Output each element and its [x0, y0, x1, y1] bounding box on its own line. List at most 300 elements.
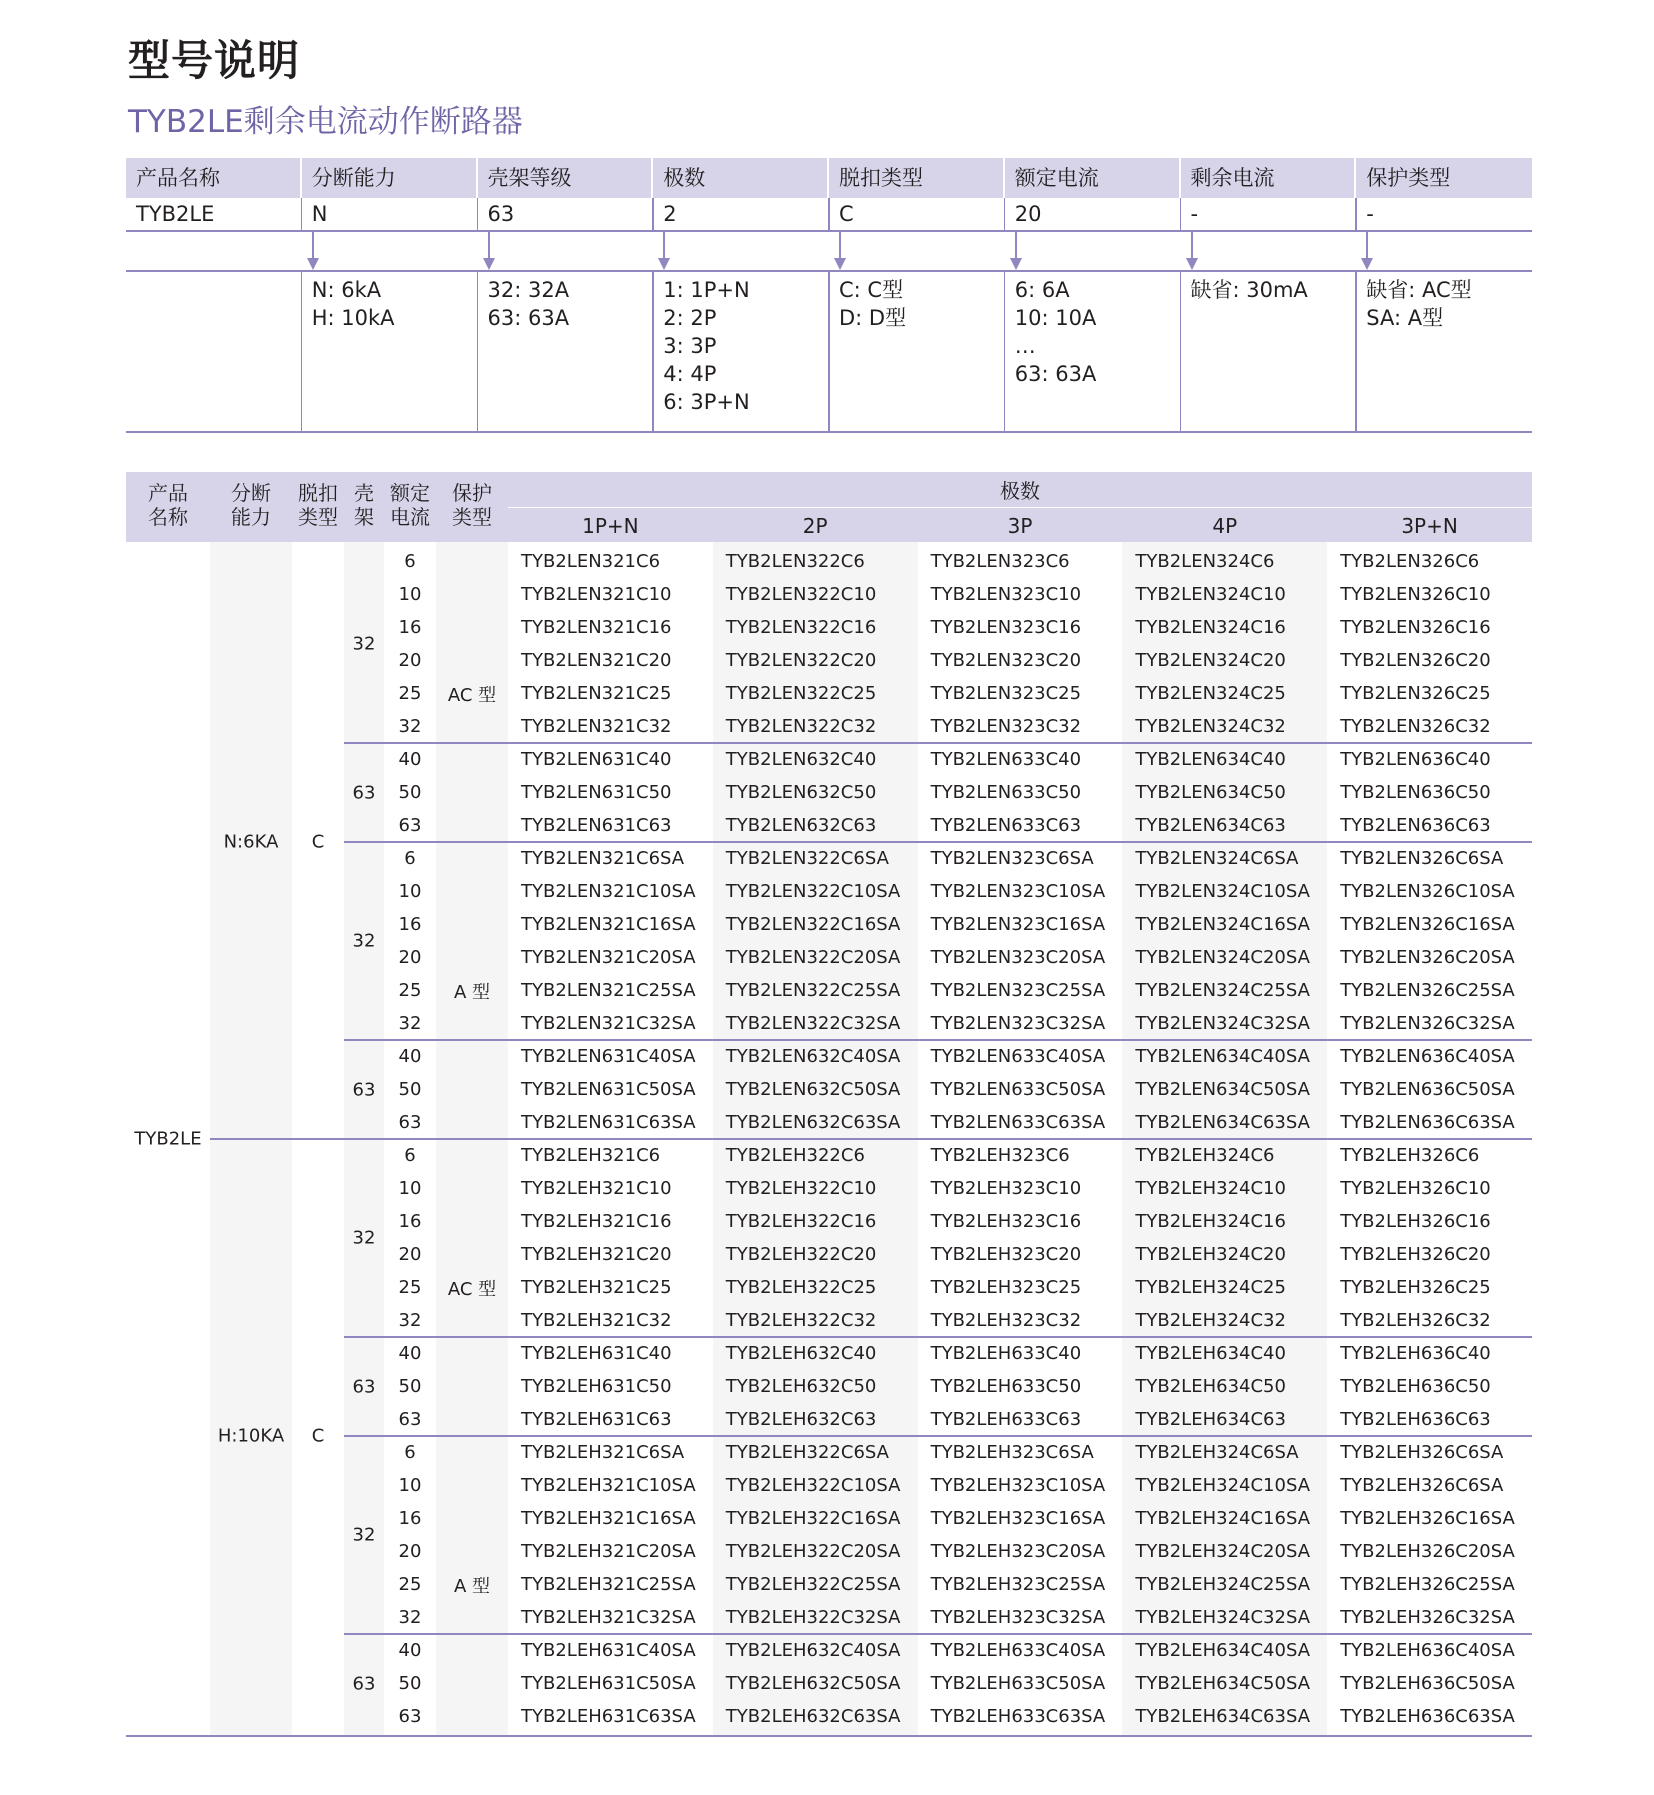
option-item: H: 10kA — [311, 306, 395, 330]
model-number: TYB2LEN636C40 — [1340, 749, 1491, 770]
model-number: TYB2LEH323C25SA — [930, 1574, 1106, 1595]
model-number: TYB2LEH632C50 — [725, 1376, 877, 1397]
model-number: TYB2LEH636C40SA — [1340, 1640, 1515, 1661]
model-number: TYB2LEH632C40SA — [725, 1640, 901, 1661]
model-number: TYB2LEH322C20SA — [725, 1541, 901, 1562]
model-number: TYB2LEN321C25SA — [521, 980, 696, 1001]
option-item: C: C型 — [839, 278, 904, 302]
model-number: TYB2LEN326C25 — [1340, 683, 1491, 704]
model-number: TYB2LEN321C6 — [521, 551, 661, 572]
code-column-value: 20 — [1014, 202, 1042, 226]
model-number: TYB2LEH321C25SA — [521, 1574, 696, 1595]
product-name: TYB2LE — [134, 1128, 202, 1150]
frame-size: 32 — [352, 633, 376, 655]
option-list — [1181, 276, 1357, 304]
model-number: TYB2LEN633C40 — [930, 749, 1082, 770]
rule — [126, 431, 1532, 433]
model-number: TYB2LEH631C63SA — [521, 1706, 696, 1727]
model-number: TYB2LEH321C20 — [521, 1244, 672, 1265]
model-number: TYB2LEN321C10 — [521, 584, 672, 605]
model-number: TYB2LEN636C50 — [1340, 782, 1491, 803]
model-number: TYB2LEN322C20SA — [725, 947, 901, 968]
model-number: TYB2LEN324C16SA — [1135, 914, 1310, 935]
rated-current: 63 — [398, 815, 422, 836]
rated-current: 32 — [398, 1310, 422, 1331]
model-number: TYB2LEN322C6 — [725, 551, 865, 572]
model-number: TYB2LEN324C16 — [1135, 617, 1286, 638]
header-protection: 保护 类型 — [452, 481, 492, 529]
rated-current: 20 — [398, 947, 422, 968]
model-number: TYB2LEH636C63 — [1340, 1409, 1491, 1430]
model-number: TYB2LEN326C20 — [1340, 650, 1491, 671]
rated-current: 16 — [398, 914, 422, 935]
model-number: TYB2LEH326C20 — [1340, 1244, 1491, 1265]
model-number: TYB2LEN631C50SA — [521, 1079, 696, 1100]
frame-size: 63 — [352, 782, 376, 803]
model-number: TYB2LEN321C32SA — [521, 1013, 696, 1034]
option-item: 63: 63A — [487, 306, 570, 330]
rated-current: 6 — [404, 848, 416, 869]
model-number: TYB2LEN632C63SA — [725, 1112, 901, 1133]
model-number: TYB2LEH631C63 — [521, 1409, 672, 1430]
option-item: SA: A型 — [1366, 306, 1444, 330]
model-number: TYB2LEN634C63 — [1135, 815, 1286, 836]
model-number: TYB2LEN632C40SA — [725, 1046, 901, 1067]
model-number: TYB2LEN326C16SA — [1340, 914, 1515, 935]
model-number: TYB2LEH321C6 — [521, 1145, 661, 1166]
model-number: TYB2LEN326C32SA — [1340, 1013, 1515, 1034]
model-number: TYB2LEH323C16 — [930, 1211, 1082, 1232]
model-number: TYB2LEN326C6SA — [1340, 848, 1504, 869]
model-number: TYB2LEN323C10 — [930, 584, 1082, 605]
model-number: TYB2LEH632C63 — [725, 1409, 877, 1430]
code-column-header: 壳架等级 — [478, 158, 652, 198]
code-column-header: 保护类型 — [1356, 158, 1532, 198]
model-number: TYB2LEN636C50SA — [1340, 1079, 1515, 1100]
model-number: TYB2LEN632C50 — [725, 782, 877, 803]
model-number: TYB2LEN322C16SA — [725, 914, 901, 935]
protection-type: AC 型 — [447, 1278, 497, 1300]
model-number: TYB2LEH324C10 — [1135, 1178, 1286, 1199]
model-number: TYB2LEN321C20 — [521, 650, 672, 671]
down-arrow-icon — [1361, 232, 1373, 270]
rated-current: 16 — [398, 1211, 422, 1232]
model-number: TYB2LEN322C25 — [725, 683, 877, 704]
model-number: TYB2LEN636C63 — [1340, 815, 1491, 836]
model-number: TYB2LEH632C40 — [725, 1343, 877, 1364]
model-number: TYB2LEH322C10SA — [725, 1475, 901, 1496]
code-column-header: 脱扣类型 — [829, 158, 1003, 198]
model-number: TYB2LEH323C10 — [930, 1178, 1082, 1199]
option-item: 1: 1P+N — [663, 278, 750, 302]
code-column-header: 分断能力 — [302, 158, 476, 198]
header-trip: 脱扣 类型 — [298, 481, 338, 529]
model-number: TYB2LEH324C25 — [1135, 1277, 1286, 1298]
model-number: TYB2LEH323C10SA — [930, 1475, 1106, 1496]
model-number: TYB2LEH324C32SA — [1135, 1607, 1311, 1628]
model-number: TYB2LEH326C6 — [1340, 1145, 1480, 1166]
model-number: TYB2LEN633C40SA — [930, 1046, 1106, 1067]
down-arrow-icon — [483, 232, 495, 270]
model-number: TYB2LEH632C63SA — [725, 1706, 901, 1727]
model-number: TYB2LEN632C40 — [725, 749, 877, 770]
model-number: TYB2LEH324C32 — [1135, 1310, 1286, 1331]
model-number: TYB2LEN322C10 — [725, 584, 877, 605]
model-number: TYB2LEH326C32 — [1340, 1310, 1491, 1331]
model-number: TYB2LEN323C32 — [930, 716, 1082, 737]
model-number: TYB2LEN323C32SA — [930, 1013, 1106, 1034]
option-item: 6: 3P+N — [663, 390, 750, 414]
model-number: TYB2LEH322C25SA — [725, 1574, 901, 1595]
rated-current: 50 — [398, 1376, 422, 1397]
rated-current: 25 — [398, 1574, 422, 1595]
protection-type: A 型 — [453, 981, 491, 1003]
rated-current: 63 — [398, 1706, 422, 1727]
model-number: TYB2LEN324C20 — [1135, 650, 1286, 671]
option-item: 10: 10A — [1014, 306, 1097, 330]
model-number: TYB2LEN322C32SA — [725, 1013, 901, 1034]
option-list — [653, 276, 829, 416]
model-number: TYB2LEH322C6SA — [725, 1442, 889, 1463]
option-item: 缺省: AC型 — [1366, 278, 1472, 302]
header-product_name: 产品 名称 — [148, 481, 188, 529]
model-number: TYB2LEN633C50 — [930, 782, 1082, 803]
model-number: TYB2LEN326C25SA — [1340, 980, 1515, 1001]
option-item: … — [1014, 334, 1036, 358]
option-item: 32: 32A — [487, 278, 570, 302]
option-list — [829, 276, 1005, 332]
rated-current: 20 — [398, 1541, 422, 1562]
model-number: TYB2LEH326C16SA — [1340, 1508, 1515, 1529]
model-number: TYB2LEN632C63 — [725, 815, 877, 836]
frame-size: 63 — [352, 1079, 376, 1100]
model-number: TYB2LEN321C6SA — [521, 848, 685, 869]
code-column-header: 剩余电流 — [1181, 158, 1355, 198]
option-item: 缺省: 30mA — [1190, 278, 1308, 302]
option-item: 4: 4P — [663, 362, 717, 386]
code-column-value: - — [1190, 202, 1199, 226]
code-column-value: TYB2LE — [136, 202, 215, 226]
code-column-header: 极数 — [653, 158, 827, 198]
model-number: TYB2LEH321C6SA — [521, 1442, 685, 1463]
model-code-explanation — [126, 158, 1532, 433]
model-number: TYB2LEN326C16 — [1340, 617, 1491, 638]
model-number: TYB2LEH633C63SA — [930, 1706, 1106, 1727]
model-number: TYB2LEH324C16 — [1135, 1211, 1286, 1232]
model-number: TYB2LEH322C25 — [725, 1277, 877, 1298]
rated-current: 25 — [398, 980, 422, 1001]
model-number: TYB2LEN634C50SA — [1135, 1079, 1310, 1100]
rated-current: 32 — [398, 1013, 422, 1034]
trip-type: C — [311, 831, 325, 853]
model-number: TYB2LEH323C6SA — [930, 1442, 1094, 1463]
model-number: TYB2LEN323C25SA — [930, 980, 1106, 1001]
option-list — [478, 276, 654, 332]
rated-current: 32 — [398, 1607, 422, 1628]
rated-current: 25 — [398, 683, 422, 704]
column-divider — [1355, 198, 1357, 230]
column-divider — [828, 198, 830, 230]
model-number: TYB2LEN631C40 — [521, 749, 672, 770]
rated-current: 6 — [404, 1145, 416, 1166]
header-poles: 极数 — [1000, 479, 1040, 503]
model-number: TYB2LEH634C63 — [1135, 1409, 1286, 1430]
model-number: TYB2LEH634C40SA — [1135, 1640, 1311, 1661]
model-number: TYB2LEH321C32SA — [521, 1607, 696, 1628]
rated-current: 16 — [398, 617, 422, 638]
model-number: TYB2LEH323C32 — [930, 1310, 1082, 1331]
model-number: TYB2LEN324C25SA — [1135, 980, 1310, 1001]
model-number: TYB2LEN322C25SA — [725, 980, 901, 1001]
model-number: TYB2LEH631C40SA — [521, 1640, 696, 1661]
code-column-value: 63 — [487, 202, 515, 226]
model-number: TYB2LEN631C40SA — [521, 1046, 696, 1067]
down-arrow-icon — [658, 232, 670, 270]
page-subtitle: TYB2LE剩余电流动作断路器 — [128, 104, 523, 140]
page-title: 型号说明 — [128, 36, 301, 85]
model-number: TYB2LEH324C16SA — [1135, 1508, 1311, 1529]
model-number: TYB2LEN633C63 — [930, 815, 1082, 836]
model-number: TYB2LEH633C40SA — [930, 1640, 1106, 1661]
rule — [508, 507, 1532, 508]
model-number: TYB2LEN321C25 — [521, 683, 672, 704]
column-divider — [652, 198, 654, 230]
model-number: TYB2LEH323C25 — [930, 1277, 1082, 1298]
column-divider — [1004, 198, 1006, 230]
model-number: TYB2LEN631C63SA — [521, 1112, 696, 1133]
breaking-capacity: N:6KA — [223, 831, 279, 853]
model-number: TYB2LEH321C16 — [521, 1211, 672, 1232]
header-pole-type: 2P — [802, 514, 828, 538]
model-number: TYB2LEH323C32SA — [930, 1607, 1106, 1628]
code-column-value: - — [1366, 202, 1374, 226]
model-number: TYB2LEH322C32SA — [725, 1607, 901, 1628]
model-number: TYB2LEH326C25SA — [1340, 1574, 1515, 1595]
model-number: TYB2LEH634C40 — [1135, 1343, 1286, 1364]
model-number: TYB2LEH634C63SA — [1135, 1706, 1311, 1727]
model-number: TYB2LEN321C32 — [521, 716, 672, 737]
selection-table — [126, 472, 1532, 1729]
rated-current: 63 — [398, 1409, 422, 1430]
frame-size: 32 — [352, 930, 376, 952]
model-number: TYB2LEH633C63 — [930, 1409, 1082, 1430]
model-number: TYB2LEN324C32SA — [1135, 1013, 1310, 1034]
down-arrow-icon — [307, 232, 319, 270]
header-rated: 额定 电流 — [390, 481, 430, 529]
model-number: TYB2LEH322C32 — [725, 1310, 877, 1331]
model-number: TYB2LEN634C40 — [1135, 749, 1286, 770]
model-number: TYB2LEH631C50 — [521, 1376, 672, 1397]
model-number: TYB2LEH323C20SA — [930, 1541, 1106, 1562]
model-number: TYB2LEH323C20 — [930, 1244, 1082, 1265]
rated-current: 20 — [398, 1244, 422, 1265]
rated-current: 10 — [398, 881, 422, 902]
model-number: TYB2LEH636C50SA — [1340, 1673, 1515, 1694]
down-arrow-icon — [834, 232, 846, 270]
model-number: TYB2LEH321C16SA — [521, 1508, 696, 1529]
model-number: TYB2LEN323C10SA — [930, 881, 1106, 902]
model-number: TYB2LEN321C20SA — [521, 947, 696, 968]
model-number: TYB2LEN633C63SA — [930, 1112, 1106, 1133]
model-number: TYB2LEN631C63 — [521, 815, 672, 836]
code-column-header: 额定电流 — [1005, 158, 1179, 198]
model-number: TYB2LEH326C6SA — [1340, 1442, 1504, 1463]
model-number: TYB2LEH321C25 — [521, 1277, 672, 1298]
model-number: TYB2LEN322C10SA — [725, 881, 901, 902]
rated-current: 10 — [398, 1475, 422, 1496]
model-number: TYB2LEN323C20SA — [930, 947, 1106, 968]
model-number: TYB2LEH324C20 — [1135, 1244, 1286, 1265]
down-arrow-icon — [1186, 232, 1198, 270]
model-number: TYB2LEN631C50 — [521, 782, 672, 803]
rated-current: 40 — [398, 1640, 422, 1661]
model-number: TYB2LEN324C20SA — [1135, 947, 1310, 968]
model-number: TYB2LEH322C10 — [725, 1178, 877, 1199]
model-number: TYB2LEH326C25 — [1340, 1277, 1491, 1298]
rule — [126, 230, 1532, 232]
model-number: TYB2LEN321C10SA — [521, 881, 696, 902]
rated-current: 50 — [398, 1673, 422, 1694]
model-number: TYB2LEN323C20 — [930, 650, 1082, 671]
code-column-value: 2 — [663, 202, 677, 226]
model-number: TYB2LEN322C32 — [725, 716, 877, 737]
rated-current: 50 — [398, 1079, 422, 1100]
model-number: TYB2LEN636C63SA — [1340, 1112, 1515, 1133]
model-number: TYB2LEN326C32 — [1340, 716, 1491, 737]
model-number: TYB2LEH636C40 — [1340, 1343, 1491, 1364]
model-number: TYB2LEH322C6 — [725, 1145, 865, 1166]
model-number: TYB2LEN634C40SA — [1135, 1046, 1310, 1067]
model-number: TYB2LEH324C20SA — [1135, 1541, 1311, 1562]
header-frame: 壳 架 — [354, 481, 374, 529]
option-item: D: D型 — [839, 306, 907, 330]
code-column-value: N — [311, 202, 328, 226]
column-divider — [1180, 198, 1182, 230]
option-item: N: 6kA — [311, 278, 382, 302]
model-number: TYB2LEN322C6SA — [725, 848, 889, 869]
model-number: TYB2LEN634C50 — [1135, 782, 1286, 803]
model-number: TYB2LEN326C20SA — [1340, 947, 1515, 968]
rated-current: 63 — [398, 1112, 422, 1133]
model-number: TYB2LEH634C50 — [1135, 1376, 1286, 1397]
column-divider — [301, 198, 303, 230]
breaking-capacity: H:10KA — [217, 1425, 285, 1447]
column-divider — [477, 198, 479, 230]
model-number: TYB2LEN324C10 — [1135, 584, 1286, 605]
model-number: TYB2LEH632C50SA — [725, 1673, 901, 1694]
model-number: TYB2LEH322C20 — [725, 1244, 877, 1265]
model-number: TYB2LEH633C50SA — [930, 1673, 1106, 1694]
down-arrow-icon — [1010, 232, 1022, 270]
rated-current: 6 — [404, 551, 416, 572]
header-pole-type: 1P+N — [582, 514, 639, 538]
rated-current: 25 — [398, 1277, 422, 1298]
model-number: TYB2LEH324C10SA — [1135, 1475, 1311, 1496]
model-number: TYB2LEH631C40 — [521, 1343, 672, 1364]
model-number: TYB2LEN326C10SA — [1340, 881, 1515, 902]
model-number: TYB2LEN323C16SA — [930, 914, 1106, 935]
model-number: TYB2LEN326C6 — [1340, 551, 1480, 572]
model-number: TYB2LEN321C16 — [521, 617, 672, 638]
model-number: TYB2LEN323C16 — [930, 617, 1082, 638]
rated-current: 16 — [398, 1508, 422, 1529]
model-number: TYB2LEH636C50 — [1340, 1376, 1491, 1397]
rated-current: 10 — [398, 584, 422, 605]
header-pole-type: 3P — [1007, 514, 1033, 538]
model-number: TYB2LEN324C10SA — [1135, 881, 1310, 902]
model-number: TYB2LEN634C63SA — [1135, 1112, 1310, 1133]
rated-current: 40 — [398, 1046, 422, 1067]
model-number: TYB2LEH321C10SA — [521, 1475, 696, 1496]
rated-current: 32 — [398, 716, 422, 737]
rule — [126, 270, 1532, 272]
rated-current: 40 — [398, 1343, 422, 1364]
rated-current: 50 — [398, 782, 422, 803]
model-number: TYB2LEH324C6 — [1135, 1145, 1275, 1166]
model-number: TYB2LEH634C50SA — [1135, 1673, 1311, 1694]
rated-current: 20 — [398, 650, 422, 671]
header-pole-type: 3P+N — [1401, 514, 1458, 538]
model-number: TYB2LEH321C32 — [521, 1310, 672, 1331]
protection-type: AC 型 — [447, 684, 497, 706]
model-number: TYB2LEH321C10 — [521, 1178, 672, 1199]
model-number: TYB2LEN324C6 — [1135, 551, 1275, 572]
model-number: TYB2LEN633C50SA — [930, 1079, 1106, 1100]
option-list — [1005, 276, 1181, 388]
code-column-value: C — [839, 202, 854, 226]
model-number: TYB2LEH321C20SA — [521, 1541, 696, 1562]
model-number: TYB2LEH631C50SA — [521, 1673, 696, 1694]
model-number: TYB2LEN632C50SA — [725, 1079, 901, 1100]
model-number: TYB2LEH324C25SA — [1135, 1574, 1311, 1595]
model-number: TYB2LEN636C40SA — [1340, 1046, 1515, 1067]
option-item: 3: 3P — [663, 334, 717, 358]
model-number: TYB2LEN324C6SA — [1135, 848, 1299, 869]
frame-size: 63 — [352, 1673, 376, 1694]
model-number: TYB2LEN322C20 — [725, 650, 877, 671]
rated-current: 40 — [398, 749, 422, 770]
rule — [126, 1735, 1532, 1737]
option-item: 2: 2P — [663, 306, 717, 330]
option-list — [1356, 276, 1532, 332]
trip-type: C — [311, 1425, 325, 1447]
model-number: TYB2LEN326C10 — [1340, 584, 1491, 605]
model-number: TYB2LEN324C32 — [1135, 716, 1286, 737]
model-number: TYB2LEH326C16 — [1340, 1211, 1491, 1232]
model-number: TYB2LEN324C25 — [1135, 683, 1286, 704]
header-pole-type: 4P — [1212, 514, 1238, 538]
option-item: 6: 6A — [1014, 278, 1070, 302]
frame-size: 63 — [352, 1376, 376, 1397]
model-number: TYB2LEH633C50 — [930, 1376, 1082, 1397]
model-number: TYB2LEH322C16SA — [725, 1508, 901, 1529]
rated-current: 6 — [404, 1442, 416, 1463]
model-number: TYB2LEH323C6 — [930, 1145, 1070, 1166]
model-number: TYB2LEH633C40 — [930, 1343, 1082, 1364]
model-number: TYB2LEN321C16SA — [521, 914, 696, 935]
model-number: TYB2LEH323C16SA — [930, 1508, 1106, 1529]
model-number: TYB2LEH326C32SA — [1340, 1607, 1515, 1628]
option-list — [302, 276, 478, 332]
header-breaking: 分断 能力 — [231, 481, 271, 529]
model-number: TYB2LEH326C6SA — [1340, 1475, 1504, 1496]
model-number: TYB2LEH636C63SA — [1340, 1706, 1515, 1727]
model-number: TYB2LEH326C20SA — [1340, 1541, 1515, 1562]
rated-current: 10 — [398, 1178, 422, 1199]
model-number: TYB2LEN323C6 — [930, 551, 1070, 572]
frame-size: 32 — [352, 1227, 376, 1249]
model-number: TYB2LEN323C6SA — [930, 848, 1094, 869]
